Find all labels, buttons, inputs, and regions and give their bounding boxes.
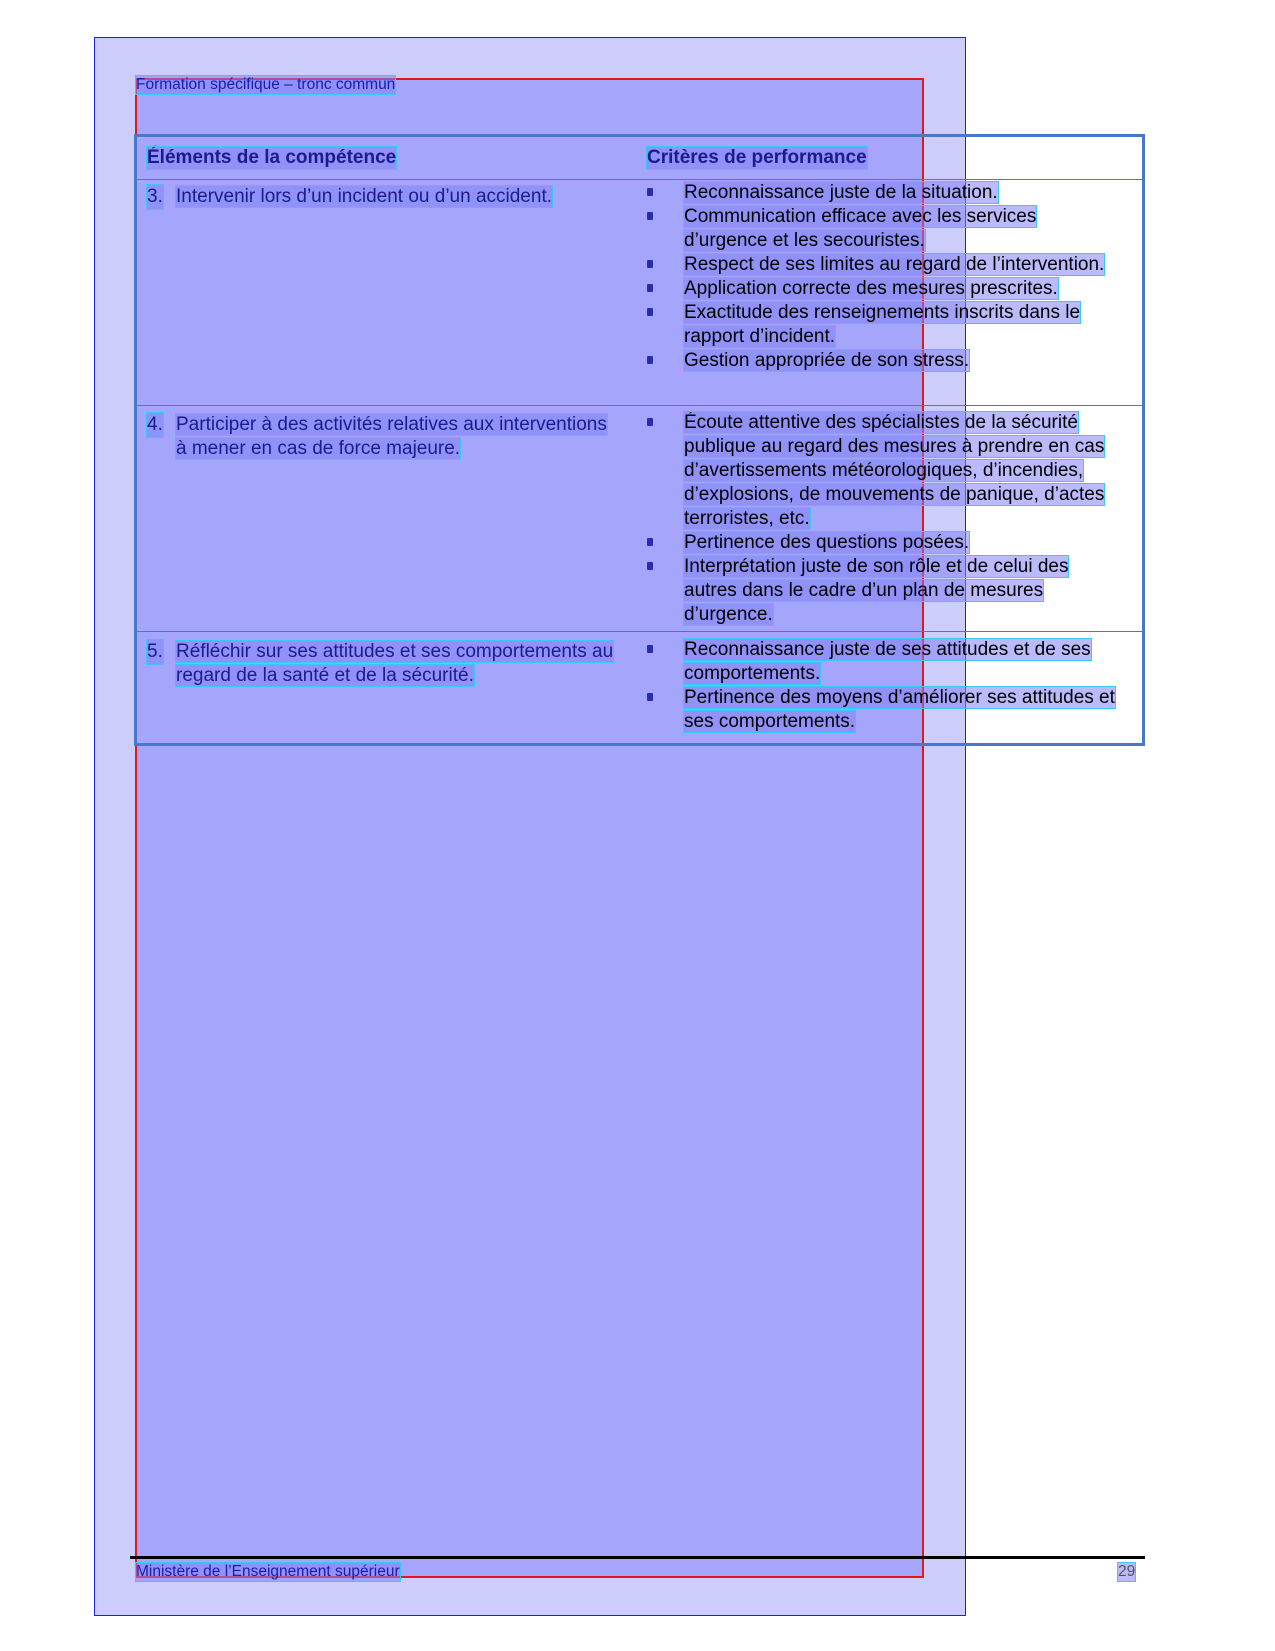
criteria-list-4 [647, 411, 1117, 627]
element-5 [147, 640, 617, 688]
row-divider [137, 179, 1142, 180]
bullet-icon [647, 693, 653, 701]
criterion-item: Application correcte des mesures prescrites. [647, 277, 1117, 301]
element-number: 4. [147, 414, 163, 435]
row-divider [137, 405, 1142, 406]
criteria-list-3 [647, 181, 1117, 373]
bullet-icon [647, 284, 653, 292]
bullet-icon [647, 260, 653, 268]
col2-header: Critères de performance [647, 147, 867, 168]
element-3 [147, 185, 617, 209]
bullet-icon [647, 188, 653, 196]
criterion-item: Reconnaissance juste de la situation. [647, 181, 1117, 205]
footer-ministry: Ministère de l’Enseignement supérieur [136, 1563, 400, 1580]
row-divider [137, 631, 1142, 632]
bullet-icon [647, 212, 653, 220]
criterion-item: Communication efficace avec les services d’urgence et les secouristes. [647, 205, 1117, 253]
criterion-item: Pertinence des questions posées. [647, 531, 1117, 555]
element-text: Intervenir lors d’un incident ou d’un accident. [176, 186, 553, 207]
footer-rule [130, 1556, 1145, 1559]
running-header: Formation spécifique – tronc commun [136, 76, 396, 93]
bullet-icon [647, 645, 653, 653]
criterion-item: Reconnaissance juste de ses attitudes et de ses comportements. [647, 638, 1117, 686]
element-4 [147, 413, 617, 461]
criterion-item: Gestion appropriée de son stress. [647, 349, 1117, 373]
criterion-item: Exactitude des renseignements inscrits dans le rapport d’incident. [647, 301, 1117, 349]
bullet-icon [647, 538, 653, 546]
col1-header: Éléments de la compétence [147, 147, 397, 168]
element-number: 3. [147, 186, 163, 207]
criterion-item: Écoute attentive des spécialistes de la sécurité publique au regard des mesures à prendre en cas d’avertissements météorologiques, d’incendies, d’explosions, de mouvements de panique, d’actes terroristes, etc. [647, 411, 1117, 531]
criterion-item: Interprétation juste de son rôle et de celui des autres dans le cadre d’un plan de mesures d’urgence. [647, 555, 1117, 627]
element-text: Réfléchir sur ses attitudes et ses comportements au regard de la santé et de la sécurité. [176, 641, 614, 686]
bullet-icon [647, 308, 653, 316]
criteria-list-5 [647, 638, 1117, 734]
element-text: Participer à des activités relatives aux interventions à mener en cas de force majeure. [176, 414, 607, 459]
bullet-icon [647, 356, 653, 364]
bullet-icon [647, 562, 653, 570]
bullet-icon [647, 418, 653, 426]
competence-table [134, 134, 1145, 746]
page-number: 29 [1118, 1563, 1136, 1580]
criterion-item: Respect de ses limites au regard de l’intervention. [647, 253, 1117, 277]
element-number: 5. [147, 641, 163, 662]
criterion-item: Pertinence des moyens d’améliorer ses attitudes et ses comportements. [647, 686, 1117, 734]
